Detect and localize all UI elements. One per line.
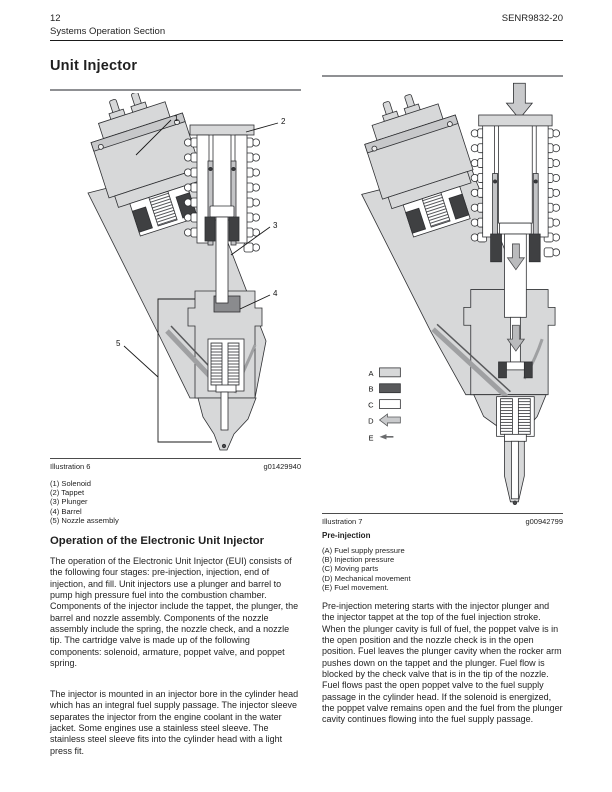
tappet	[190, 125, 254, 135]
illustration6-parts-list	[50, 479, 301, 525]
callout-1: 1	[174, 114, 179, 123]
illustration6-label: Illustration 6	[50, 462, 91, 471]
stage-heading: Pre-injection	[322, 531, 371, 540]
nozzle-assembly	[497, 397, 535, 505]
tappet	[479, 115, 552, 126]
callout-2: 2	[281, 117, 286, 126]
illustration6-rule	[50, 458, 301, 459]
illustration7-rule	[322, 513, 563, 514]
legend-swatch-moving-parts	[380, 400, 401, 409]
injection-pressure-region	[529, 234, 540, 262]
title-rule	[50, 89, 301, 91]
illustration7-label: Illustration 7	[322, 517, 363, 526]
illustration6-caption	[50, 462, 301, 471]
callout-4: 4	[273, 289, 278, 298]
legend-key-a: A	[368, 368, 374, 378]
barrel	[506, 362, 524, 370]
operation-paragraph-2: The injector is mounted in an injector bore in the cylinder head which has an integral fuel supply passage. The injector sleeve separates the injector from the engine coolant in the water jacket. Some engines use a stainless steel sleeve. The stainless steel sleeve fits into the cylinder head with a light press fit.	[50, 689, 299, 756]
callout-3: 3	[273, 221, 278, 230]
section-title: Systems Operation Section	[50, 26, 166, 37]
plunger	[216, 217, 228, 303]
legend-key-e: E	[368, 433, 374, 443]
legend-list-item: (E) Fuel movement.	[322, 582, 389, 592]
legend-list-item: (A) Fuel supply pressure	[322, 546, 405, 555]
legend-key-b: B	[368, 384, 374, 394]
small-left-arrow-icon	[380, 434, 394, 439]
left-arrow-icon	[380, 414, 401, 426]
header-rule	[50, 40, 563, 41]
page-number: 12	[50, 13, 61, 24]
illustration7-figure-id: g00942799	[525, 517, 563, 526]
illustration6-figure-id: g01429940	[263, 462, 301, 471]
part-list-item: (2) Tappet	[50, 488, 85, 498]
illustration7-legend-list	[322, 546, 563, 592]
right-column-rule	[322, 75, 563, 77]
page-title: Unit Injector	[50, 58, 138, 74]
down-arrow-icon	[506, 83, 532, 119]
legend-swatch-injection	[380, 384, 401, 393]
part-list-item: (1) Solenoid	[50, 479, 91, 488]
illustration7-caption	[322, 517, 563, 526]
operation-paragraph-1: The operation of the Electronic Unit Injector (EUI) consists of the following four stages: pre-injection, injection, end of injection, and fill. Unit injectors use a plunger and barrel to pump high pressure fuel into the combustion chamber. Components of the injector include the tappet, the plunger, the barrel and nozzle assembly. Components of the nozzle assembly include the spring, the nozzle check, and a nozzle tip. The cartridge valve is made up of the following components: solenoid, armature, poppet valve, and poppet spring.	[50, 556, 299, 669]
legend-key-d: D	[368, 416, 374, 426]
legend-key-c: C	[368, 400, 374, 410]
plunger	[499, 126, 533, 223]
figure-legend	[368, 368, 400, 442]
legend-list-item: (D) Mechanical movement	[322, 573, 411, 583]
operation-heading: Operation of the Electronic Unit Injector	[50, 535, 265, 547]
callout-5: 5	[116, 339, 121, 348]
unit-injector-cutaway-figure	[50, 93, 301, 458]
legend-list-item: (B) Injection pressure	[322, 555, 395, 565]
legend-swatch-fuel-supply	[380, 368, 401, 377]
legend-list-item: (C) Moving parts	[322, 564, 379, 574]
pre-injection-paragraph: Pre-injection metering starts with the injector plunger and the injector tappet at the top of the fuel injection stroke. When the plunger cavity is full of fuel, the poppet valve is in the open position and the nozzle check is in the open position. Fuel leaves the plunger cavity when the rocker arm pushes down on the tappet and the plunger. Fuel flow is blocked by the check valve that is in the tip of the nozzle. Fuel flows past the open poppet valve to the fuel supply passage in the cylinder head. If the solenoid is energized, the poppet valve remains open and the fuel from the plunger cavity continues flowing into the fuel supply passage.	[322, 601, 563, 725]
part-list-item: (5) Nozzle assembly	[50, 515, 119, 525]
injection-pressure-region	[491, 234, 502, 262]
part-list-item: (3) Plunger	[50, 497, 88, 507]
document-number: SENR9832-20	[501, 13, 563, 24]
part-list-item: (4) Barrel	[50, 506, 82, 516]
pre-injection-figure	[322, 79, 563, 513]
